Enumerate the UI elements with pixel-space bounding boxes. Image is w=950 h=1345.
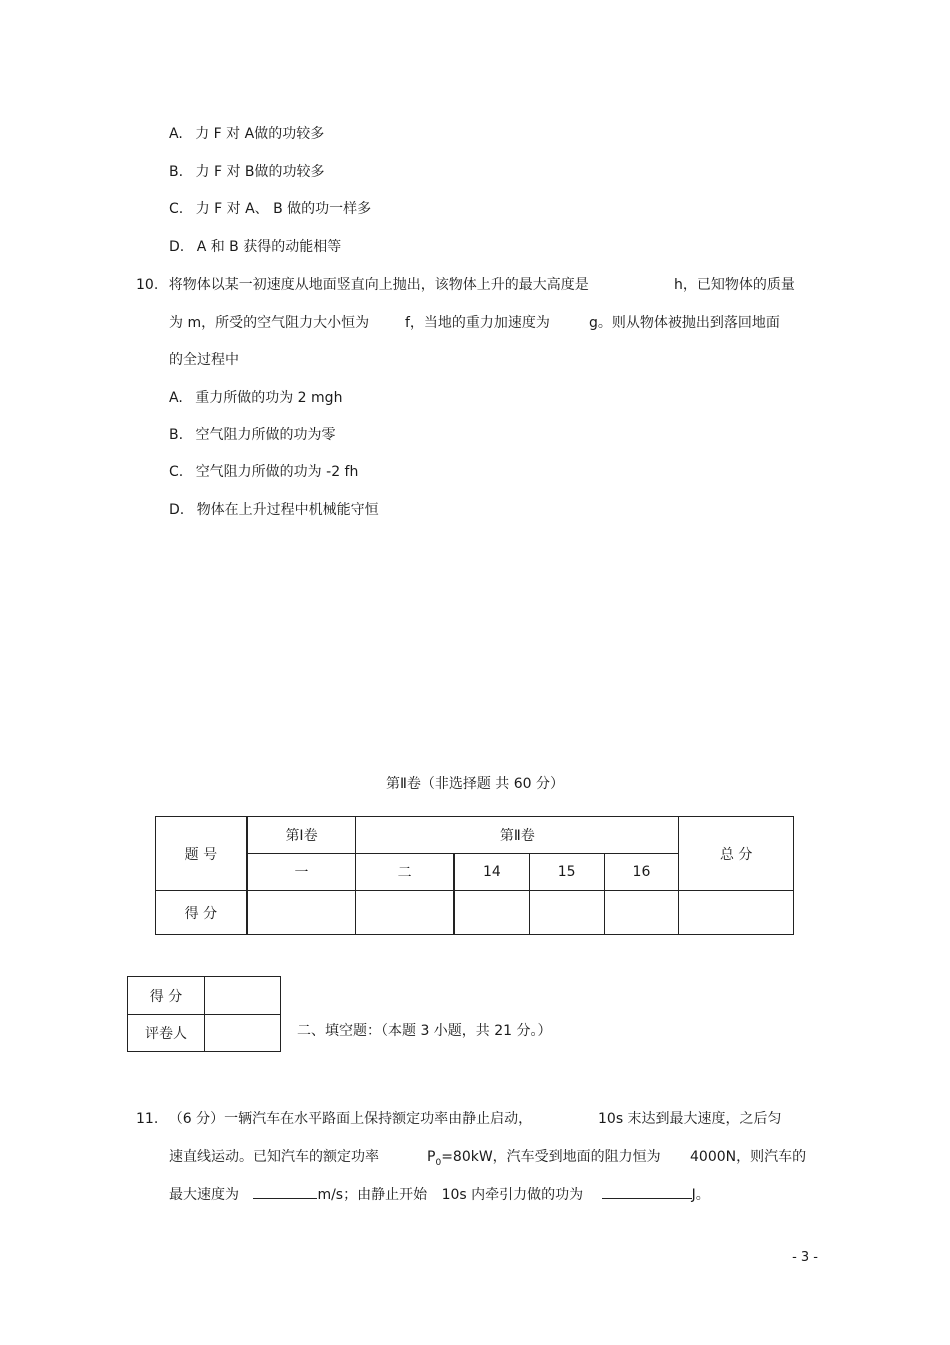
q10-stem-line2-end: g。则从物体被抛出到落回地面 xyxy=(589,315,780,331)
q11-stem-line1-end: 10s 末达到最大速度，之后匀 xyxy=(598,1111,782,1127)
section2-title: 第Ⅱ卷（非选择题 共 60 分） xyxy=(385,776,565,792)
answer-blank-work[interactable] xyxy=(602,1184,692,1199)
q11-stem-line2-end: 4000N，则汽车的 xyxy=(690,1149,807,1165)
page-number: - 3 - xyxy=(792,1250,818,1265)
q11-stem-line2: 速直线运动。已知汽车的额定功率 xyxy=(169,1149,379,1165)
answer-blank-velocity[interactable] xyxy=(253,1184,317,1199)
grader-box xyxy=(127,976,281,1052)
score-cell-14 xyxy=(454,891,529,935)
grader-pingjuanren-label: 评卷人 xyxy=(128,1015,205,1052)
header-juan1: 第Ⅰ卷 xyxy=(247,817,356,854)
q9-option-a: A. 力 F 对 A做的功较多 xyxy=(169,126,325,142)
q10-option-b: B. 空气阻力所做的功为零 xyxy=(169,427,336,443)
q10-option-d: D. 物体在上升过程中机械能守恒 xyxy=(169,502,379,518)
q10-stem-line1-end: h，已知物体的质量 xyxy=(674,277,795,293)
q9-option-d: D. A 和 B 获得的动能相等 xyxy=(169,239,342,255)
score-cell-total xyxy=(679,891,794,935)
q11-stem-line2-mid: $P_0=80kW$，汽车受到地面的阻力恒为 xyxy=(427,1149,661,1168)
col-16: 16 xyxy=(604,854,679,891)
col-er: 二 xyxy=(356,854,454,891)
q10-option-c: C. 空气阻力所做的功为 -2 fh xyxy=(169,464,359,480)
q10-number: 10. xyxy=(136,277,159,293)
q9-option-b: B. 力 F 对 B做的功较多 xyxy=(169,164,325,180)
q11-stem-line3: 最大速度为 m/s；由静止开始 10s 内牵引力做的功为 J。 xyxy=(169,1184,710,1205)
header-zongfen: 总 分 xyxy=(679,817,794,891)
q10-stem-line2: 为 m，所受的空气阻力大小恒为 xyxy=(169,315,370,331)
score-cell-yi xyxy=(247,891,356,935)
fill-blank-heading: 二、填空题：（本题 3 小题，共 21 分。） xyxy=(297,1023,552,1039)
q10-stem-line2-mid: f，当地的重力加速度为 xyxy=(405,315,550,331)
score-cell-15 xyxy=(529,891,604,935)
q10-stem-line3: 的全过程中 xyxy=(169,352,239,368)
score-cell-16 xyxy=(604,891,679,935)
col-15: 15 xyxy=(529,854,604,891)
q9-option-c: C. 力 F 对 A、 B 做的功一样多 xyxy=(169,201,372,217)
header-juan2: 第Ⅱ卷 xyxy=(356,817,679,854)
q11-number: 11. xyxy=(136,1111,159,1127)
q10-option-a: A. 重力所做的功为 2 mgh xyxy=(169,390,343,406)
col-yi: 一 xyxy=(247,854,356,891)
score-cell-er xyxy=(356,891,454,935)
row-defen: 得 分 xyxy=(156,891,247,935)
score-table xyxy=(155,816,794,935)
col-14: 14 xyxy=(454,854,529,891)
grader-pingjuanren-cell xyxy=(205,1015,281,1052)
grader-defen-label: 得 分 xyxy=(128,977,205,1015)
header-tihao: 题 号 xyxy=(156,817,247,891)
q11-stem-line1: 11. （6 分）一辆汽车在水平路面上保持额定功率由静止启动， xyxy=(136,1111,533,1127)
q10-stem-line1: 10. 将物体以某一初速度从地面竖直向上抛出，该物体上升的最大高度是 xyxy=(136,277,589,293)
grader-defen-cell xyxy=(205,977,281,1015)
